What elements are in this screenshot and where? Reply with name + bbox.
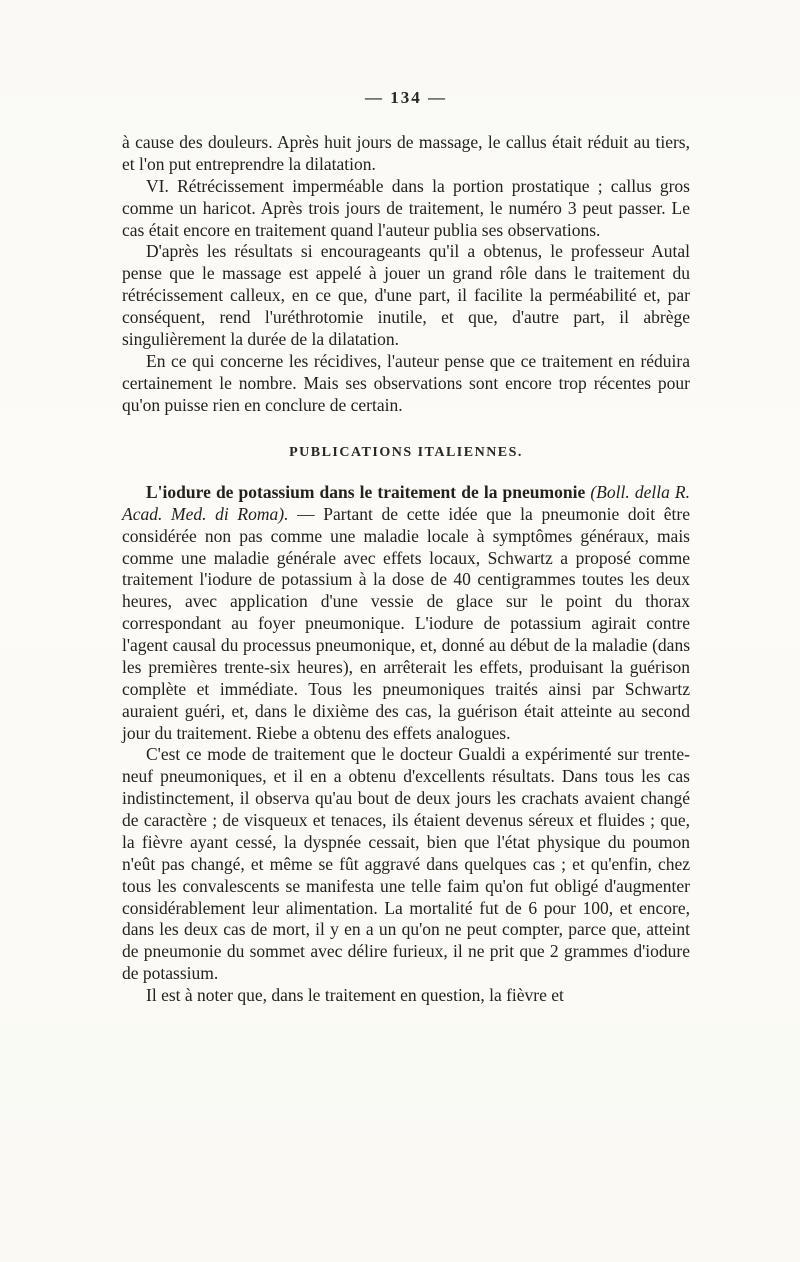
paragraph-case-vi: VI. Rétrécissement imperméable dans la portion prostatique ; callus gros comme un haricot. Après trois jours de traitement, le numéro 3 peut passer. Le cas était encore en traitement quand l'auteur publia ses observations. [122,175,690,240]
paragraph-recidives: En ce qui concerne les récidives, l'auteur pense que ce traitement en réduira certainement le nombre. Mais ses observations sont encore trop récentes pour qu'on puisse rien en conclure de certain. [122,350,690,415]
page-number: — 134 — [365,88,447,107]
paragraph-continuation: à cause des douleurs. Après huit jours de massage, le callus était réduit au tiers, et l'on put entreprendre la dilatation. [122,132,690,174]
article-lead-text: — Partant de cette idée que la pneumonie doit être considérée non pas comme une maladie locale à symptômes généraux, mais comme une maladie générale avec effets locaux, Schwartz a proposé comme traitement l'iodure de potassium à la dose de 40 centigrammes toutes les deux heures, avec application d'une vessie de glace sur le point du thorax correspondant au foyer pneumonique. L'iodure de potassium agirait contre l'agent causal du processus pneumonique, et, donné au début de la maladie (dans les premières trente-six heures), en arrêterait les effets, produisant la guérison complète et immédiate. Tous les pneumoniques traités ainsi par Schwartz auraient guéri, et, dans le dixième des cas, la guérison était atteinte au second jour du traitement. Riebe a obtenu des effets analogues. [122,503,690,743]
article-source: (Boll. della R. Acad. Med. di Roma). [122,481,690,524]
paragraph-closing: Il est à noter que, dans le traitement en question, la fièvre et [146,985,564,1005]
article-title: L'iodure de potassium dans le traitement de la pneumonie [146,481,586,502]
page-body [122,132,690,1007]
paragraph-gualdi: C'est ce mode de traitement que le docteur Gualdi a expérimenté sur trente-neuf pneumoniques, et il en a obtenu d'excellents résultats. Dans tous les cas indistinctement, il observa qu'au bout de deux jours les crachats avaient changé de caractère ; de visqueux et tenaces, ils étaient devenus séreux et fluides ; que, la fièvre ayant cessé, la dyspnée cessait, bien que l'état physique du poumon n'eût pas changé, et même se fût aggravé dans quelques cas ; et qu'enfin, chez tous les convalescents se manifesta une telle faim qu'on fut obligé d'augmenter considérablement leur alimentation. La mortalité fut de 6 pour 100, et encore, dans les deux cas de mort, il y en a un qu'on ne peut compter, parce que, atteint de pneumonie du sommet avec délire furieux, il ne prit que 2 grammes d'iodure de potassium. [122,744,690,984]
section-heading: PUBLICATIONS ITALIENNES. [289,445,523,461]
paragraph-results: D'après les résultats si encourageants qu'il a obtenus, le professeur Autal pense que le massage est appelé à jouer un grand rôle dans le traitement du rétrécissement calleux, en ce que, d'une part, il facilite la perméabilité et, par conséquent, rend l'uréthrotomie inutile, et que, d'autre part, il abrège singulièrement la durée de la dilatation. [122,241,690,349]
article-lead-paragraph [122,482,690,745]
